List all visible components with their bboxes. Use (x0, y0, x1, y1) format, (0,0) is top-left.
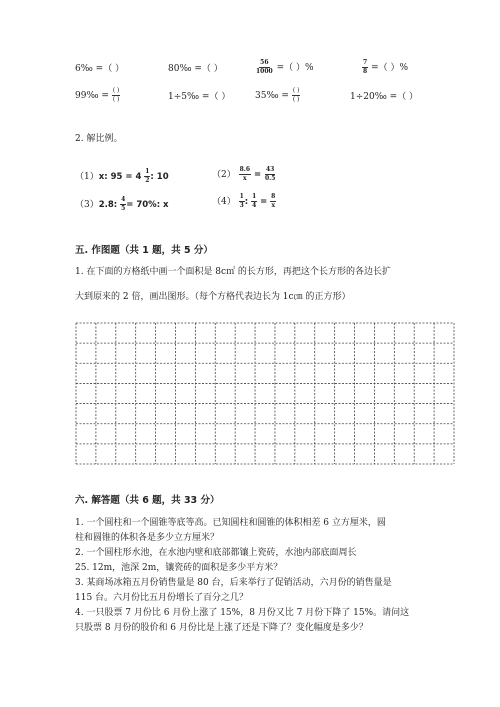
fraction-numerator: 1 (145, 168, 150, 175)
fraction-numerator: 7 (363, 59, 368, 66)
proportion-1 (75, 168, 169, 185)
proportion-index: （3） (75, 200, 99, 210)
proportion-right: = 70%: x (126, 200, 169, 210)
conversion-1-div-20-permille: 1÷20‰ =（ ） (350, 92, 419, 102)
proportion-index: （1） (75, 172, 99, 182)
fraction-denominator: x (271, 202, 276, 209)
equals-sign: = (253, 170, 262, 180)
proportion-4 (212, 193, 276, 210)
fraction-numerator: 4 (121, 196, 126, 203)
equals-sign: = (260, 197, 268, 207)
conversion-left: 35‰ = (255, 91, 289, 101)
conversion-35-permille (255, 87, 300, 104)
problem-line: 4. 一只股票 7 月份比 6 月份上涨了 15%，8 月份又比 7 月份下降了 15%。请问这 (75, 608, 410, 618)
fraction-numerator: 1 (239, 193, 244, 200)
fraction-56-1000 (255, 59, 274, 76)
proportion-index: （2） (212, 170, 236, 180)
fraction-denominator: 2 (145, 177, 150, 184)
proportion-3 (75, 196, 169, 213)
fraction-7-8 (362, 59, 368, 76)
fraction-denominator: 0.5 (264, 175, 276, 182)
proportion-left: 2.8: (98, 200, 118, 210)
fraction-denominator: 8 (363, 68, 368, 75)
fraction-numerator: 43 (265, 166, 275, 173)
section-5-question-line-2: 大到原来的 2 倍，画出图形。（每个方格代表边长为 1c㎝ 的正方形） (75, 292, 351, 302)
question-2-title: 2. 解比例。 (75, 134, 123, 144)
fraction-denominator: ( ) (112, 96, 120, 103)
conversion-fraction-56-1000 (255, 59, 314, 76)
graph-paper-grid[interactable] (75, 322, 455, 465)
blank-fraction (292, 87, 301, 104)
section-5-question-line-1: 1. 在下面的方格纸中画一个面积是 8c㎡ 的长方形，再把这个长方形的各边长扩 (75, 267, 391, 277)
proportion-right: : 10 (150, 172, 169, 182)
problem-line: 115 台。六月份比五月份增长了百分之几？ (75, 593, 249, 603)
problem-line: 柱和圆锥的体积各是多少立方厘米？ (75, 533, 220, 543)
fraction-denominator: 5 (121, 205, 126, 212)
conversion-1-div-5-permille: 1÷5‰ =（ ） (168, 92, 231, 102)
fraction-numerator: 56 (260, 59, 269, 66)
fraction-numerator: 1 (252, 193, 257, 200)
colon-sign: : (244, 197, 249, 207)
fraction-denominator: ( ) (292, 96, 300, 103)
problem-line: 25. 12m，池深 2m，镶瓷砖的面积是多少平方米？ (75, 563, 283, 573)
problem-line: 3. 某商场冰箱五月份销售量是 80 台，后来举行了促销活动，六月份的销售量是 (75, 578, 392, 588)
problem-line: 1. 一个圆柱和一个圆锥等底等高。已知圆柱和圆锥的体积相差 6 立方厘米，圆 (75, 518, 386, 528)
conversion-fraction-7-8 (362, 59, 408, 76)
blank-fraction (112, 87, 121, 104)
fraction-denominator: 1000 (256, 68, 273, 75)
conversion-6-permille: 6‰ =（ ） (75, 64, 125, 74)
fraction-8.6-x (239, 166, 251, 183)
conversion-left: 99‰ = (75, 91, 109, 101)
section-6-heading: 六. 解答题（共 6 题，共 33 分） (75, 495, 220, 506)
fraction-denominator: x (243, 175, 247, 182)
conversion-blank: =（ ）% (276, 63, 314, 73)
conversion-99-permille (75, 87, 120, 104)
fraction-numerator: 8.6 (239, 166, 251, 173)
fraction-numerator: ( ) (112, 87, 120, 94)
conversion-blank: =（ ）% (371, 63, 409, 73)
fraction-8-x (270, 193, 276, 210)
proportion-left: x: 95 = 4 (98, 172, 142, 182)
fraction-1-4 (251, 193, 257, 210)
fraction-denominator: 4 (252, 202, 257, 209)
fraction-43-0.5 (264, 166, 276, 183)
conversion-80-permille: 80‰ =（ ） (168, 64, 223, 74)
proportion-2 (212, 166, 276, 183)
proportion-index: （4） (212, 197, 236, 207)
fraction-denominator: 3 (239, 202, 244, 209)
problem-line: 只股票 8 月份的股价和 6 月份比是上涨了还是下降了？变化幅度是多少？ (75, 623, 368, 633)
fraction-numerator: 8 (271, 193, 276, 200)
problem-line: 2. 一个圆柱形水池，在水池内壁和底部都镶上瓷砖，水池内部底面周长 (75, 548, 357, 558)
fraction-numerator: ( ) (292, 87, 300, 94)
section-5-heading: 五. 作图题（共 1 题，共 5 分） (75, 245, 213, 256)
